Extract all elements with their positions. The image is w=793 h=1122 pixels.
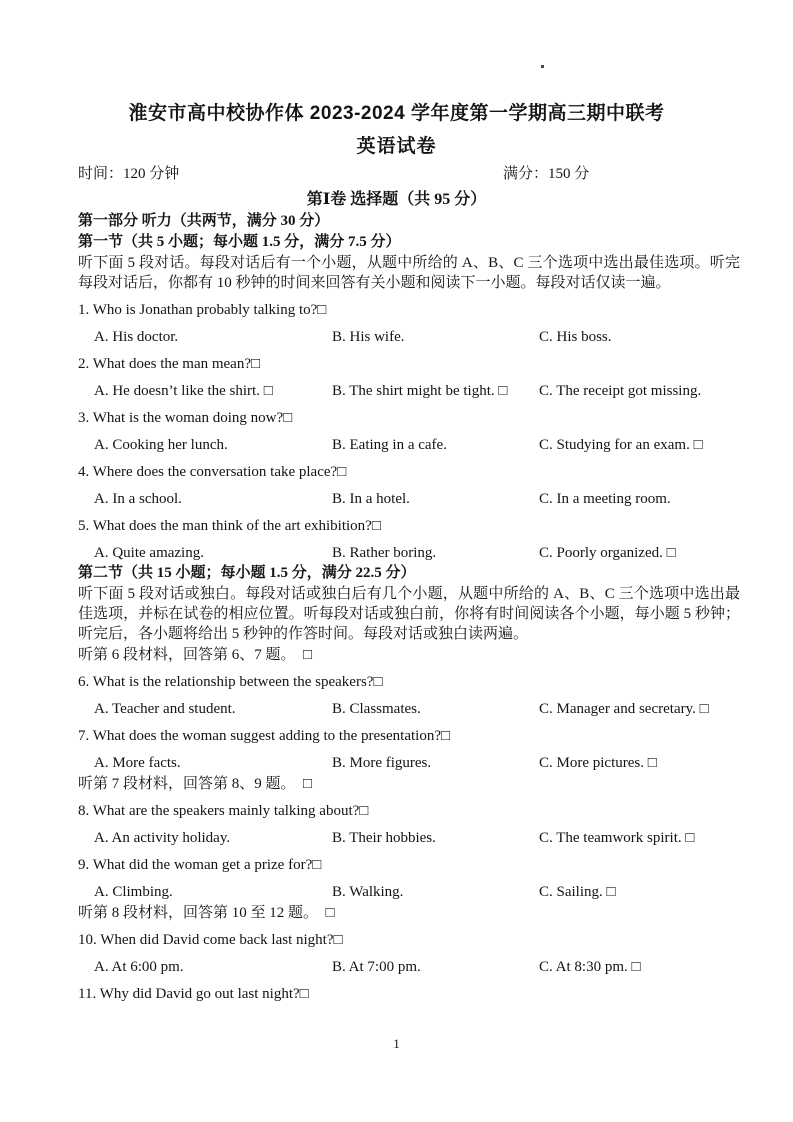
- question-11-text: 11. Why did David go out last night?□: [78, 986, 309, 1002]
- material-note-8: 听第 8 段材料，回答第 10 至 12 题。 □: [78, 905, 335, 921]
- question-3-options: [78, 436, 740, 455]
- question-9-option-c: C. Sailing. □: [539, 884, 616, 900]
- paper-subtitle: 英语试卷: [356, 136, 437, 157]
- question-4-option-b: B. In a hotel.: [332, 491, 410, 507]
- question-7-option-a: A. More facts.: [94, 755, 181, 771]
- question-7-text: 7. What does the woman suggest adding to the presentation?□: [78, 728, 451, 744]
- question-6-text: 6. What is the relationship between the speakers?□: [78, 674, 383, 690]
- material-note-7: 听第 7 段材料，回答第 8、9 题。 □: [78, 776, 313, 792]
- question-10-option-c: C. At 8:30 pm. □: [539, 959, 641, 975]
- question-2-text: 2. What does the man mean?□: [78, 356, 261, 372]
- question-6-options: [78, 700, 740, 719]
- question-6-option-a: A. Teacher and student.: [94, 701, 236, 717]
- page-number: 1: [393, 1036, 400, 1051]
- question-4-options: [78, 490, 740, 509]
- scan-artifact-dot: [541, 65, 544, 68]
- question-5-option-c: C. Poorly organized. □: [539, 545, 676, 561]
- paper-header: [0, 0, 793, 160]
- question-7-option-c: C. More pictures. □: [539, 755, 657, 771]
- question-5-options: [78, 544, 740, 563]
- paper-title: 淮安市高中校协作体 2023-2024 学年度第一学期高三期中联考: [128, 103, 665, 124]
- question-6-option-c: C. Manager and secretary. □: [539, 701, 709, 717]
- question-9-option-a: A. Climbing.: [94, 884, 173, 900]
- question-5-text: 5. What does the man think of the art exhibition?□: [78, 518, 381, 534]
- meta-row: [78, 164, 740, 184]
- question-2-option-b: B. The shirt might be tight. □: [332, 383, 508, 399]
- question-10-option-a: A. At 6:00 pm.: [94, 959, 184, 975]
- question-2-option-a: A. He doesn’t like the shirt. □: [94, 383, 273, 399]
- question-4-text: 4. Where does the conversation take place?□: [78, 464, 347, 480]
- question-8-options: [78, 829, 740, 848]
- question-1-option-b: B. His wife.: [332, 329, 405, 345]
- question-1-text: 1. Who is Jonathan probably talking to?□: [78, 302, 327, 318]
- question-4-option-a: A. In a school.: [94, 491, 182, 507]
- question-10-option-b: B. At 7:00 pm.: [332, 959, 421, 975]
- question-9-text: 9. What did the woman get a prize for?□: [78, 857, 322, 873]
- question-5-option-a: A. Quite amazing.: [94, 545, 204, 561]
- question-3-text: 3. What is the woman doing now?□: [78, 410, 293, 426]
- question-5-option-b: B. Rather boring.: [332, 545, 437, 561]
- question-9-options: [78, 883, 740, 902]
- question-1-option-c: C. His boss.: [539, 329, 612, 345]
- question-8-option-c: C. The teamwork spirit. □: [539, 830, 695, 846]
- question-10-options: [78, 958, 740, 977]
- section2-instructions: 听下面 5 段对话或独白。每段对话或独白后有几个小题，从题中所给的 A、B、C 三个选项中选出最佳选项，并标在试卷的相应位置。听每段对话或独白前，你将有时间阅读各个小题，每小题 5 秒钟；听完后，各小题将给出 5 秒钟的作答时间。每段对话或独白读两遍。: [78, 586, 740, 642]
- full-score-label: 满分：150 分: [503, 166, 590, 182]
- paper-body: [0, 164, 793, 1004]
- question-9-option-b: B. Walking.: [332, 884, 404, 900]
- section2-heading: 第二节（共 15 小题；每小题 1.5 分，满分 22.5 分）: [78, 565, 416, 581]
- question-8-option-a: A. An activity holiday.: [94, 830, 231, 846]
- part1-heading: 第一部分 听力（共两节，满分 30 分）: [78, 213, 330, 229]
- question-6-option-b: B. Classmates.: [332, 701, 421, 717]
- section1-instructions: 听下面 5 段对话。每段对话后有一个小题，从题中所给的 A、B、C 三个选项中选出最佳选项。听完每段对话后，你都有 10 秒钟的时间来回答有关小题和阅读下一小题。每段对话仅读一遍。: [78, 255, 740, 291]
- question-2-options: [78, 382, 740, 401]
- question-1-option-a: A. His doctor.: [94, 329, 179, 345]
- question-8-text: 8. What are the speakers mainly talking about?□: [78, 803, 369, 819]
- question-3-option-a: A. Cooking her lunch.: [94, 437, 228, 453]
- volume-heading: 第Ⅰ卷 选择题（共 95 分）: [306, 191, 487, 208]
- question-8-option-b: B. Their hobbies.: [332, 830, 436, 846]
- question-1-options: [78, 328, 740, 347]
- time-limit-label: 时间：120 分钟: [78, 166, 180, 182]
- section1-heading: 第一节（共 5 小题；每小题 1.5 分，满分 7.5 分）: [78, 234, 401, 250]
- question-3-option-b: B. Eating in a cafe.: [332, 437, 447, 453]
- question-10-text: 10. When did David come back last night?□: [78, 932, 343, 948]
- question-7-options: [78, 754, 740, 773]
- question-7-option-b: B. More figures.: [332, 755, 432, 771]
- question-3-option-c: C. Studying for an exam. □: [539, 437, 703, 453]
- question-2-option-c: C. The receipt got missing.: [539, 383, 702, 399]
- question-4-option-c: C. In a meeting room.: [539, 491, 671, 507]
- material-note-6: 听第 6 段材料，回答第 6、7 题。 □: [78, 647, 313, 663]
